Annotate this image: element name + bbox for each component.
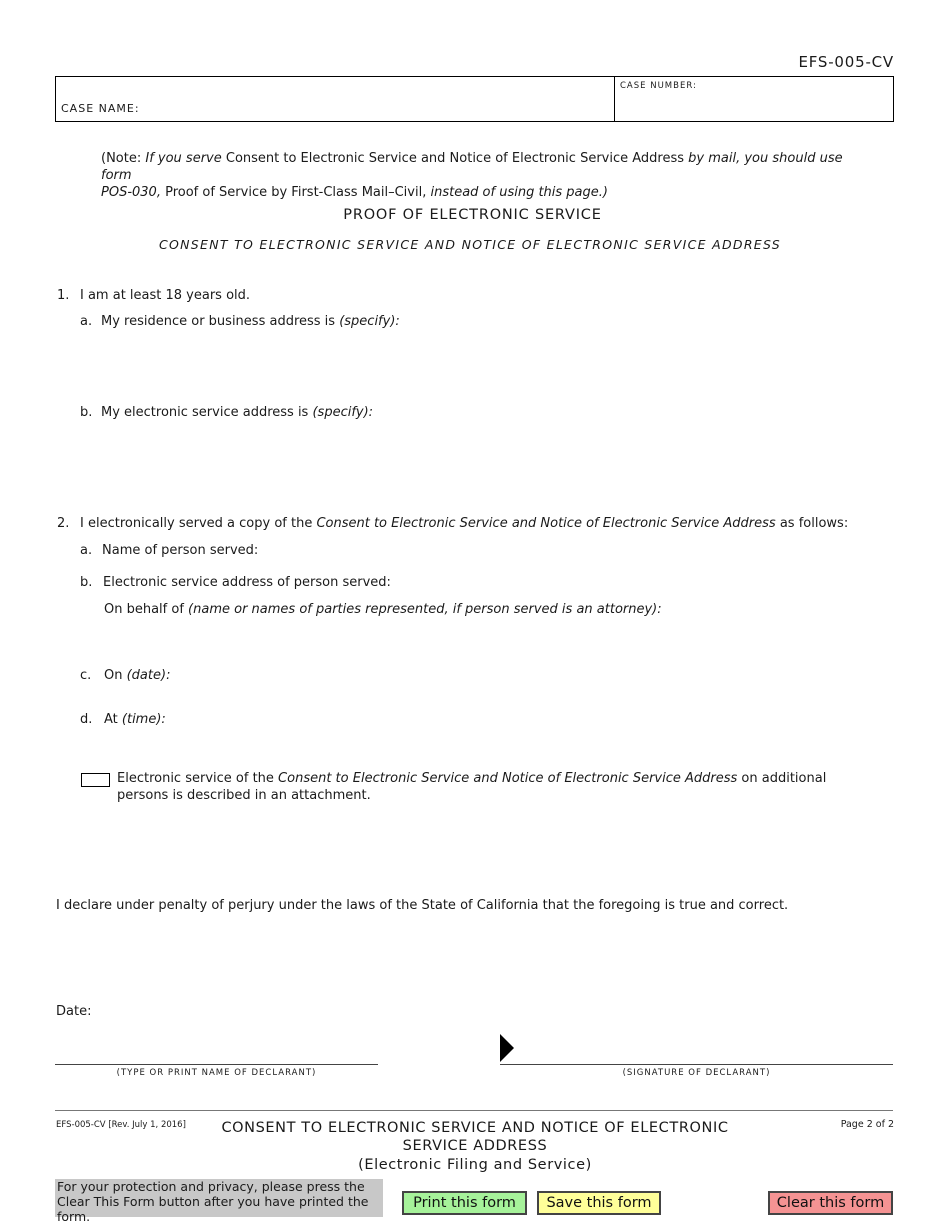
footer-title-line: (Electronic Filing and Service)	[358, 1157, 592, 1173]
label-text: (date):	[126, 668, 171, 683]
item-letter: a.	[80, 543, 93, 558]
note-text: (Note:	[101, 151, 146, 166]
label-text: On	[104, 668, 127, 683]
footer-title-line: SERVICE ADDRESS	[402, 1138, 548, 1154]
label-text: (time):	[121, 712, 166, 727]
signature-arrow-icon	[500, 1034, 514, 1066]
case-header-box	[55, 76, 894, 122]
note-text: POS-030,	[101, 185, 161, 200]
note-text: If you serve	[145, 151, 222, 166]
item-letter: d.	[80, 712, 93, 727]
time-served-label	[104, 711, 166, 728]
label-text: At	[104, 712, 122, 727]
mail-service-note	[101, 150, 861, 201]
item-letter: a.	[80, 314, 93, 329]
served-address-label: Electronic service address of person served:	[103, 575, 391, 590]
signature-caption: (SIGNATURE OF DECLARANT)	[622, 1068, 771, 1078]
privacy-notice: For your protection and privacy, please press the Clear This Form button after you have printed the form.	[55, 1179, 383, 1217]
label-text: as follows:	[775, 516, 849, 531]
save-form-button[interactable]: Save this form	[537, 1191, 661, 1215]
date-label: Date:	[56, 1004, 92, 1019]
print-form-button[interactable]: Print this form	[402, 1191, 527, 1215]
footer-title-line: CONSENT TO ELECTRONIC SERVICE AND NOTICE OF ELECTRONIC	[221, 1120, 729, 1136]
footer-form-revision: EFS-005-CV [Rev. July 1, 2016]	[56, 1120, 186, 1130]
label-text: on additional persons is described in an attachment.	[117, 771, 827, 803]
note-text: by mail, you should use form	[101, 151, 843, 183]
attachment-statement	[117, 770, 877, 804]
item-number: 2.	[57, 516, 70, 531]
form-number: EFS-005-CV	[798, 53, 894, 71]
perjury-declaration: I declare under penalty of perjury under the laws of the State of California that the foregoing is true and correct.	[56, 898, 789, 913]
declarant-name-caption: (TYPE OR PRINT NAME OF DECLARANT)	[116, 1068, 317, 1078]
label-text: Electronic service of the	[117, 771, 279, 786]
attachment-checkbox[interactable]	[81, 773, 110, 787]
page-number: Page 2 of 2	[840, 1119, 894, 1130]
case-name-label: CASE NAME:	[61, 102, 140, 115]
case-box-divider	[614, 77, 615, 121]
residence-address-label	[101, 313, 400, 330]
label-text: I electronically served a copy of the	[80, 516, 317, 531]
footer-title	[195, 1119, 755, 1174]
item2-text	[80, 515, 848, 532]
signature-line	[500, 1064, 893, 1065]
label-text: Consent to Electronic Service and Notice of Electronic Service Address	[278, 771, 738, 786]
label-text: (name or names of parties represented, if person served is an attorney):	[188, 602, 662, 617]
case-number-label: CASE NUMBER:	[620, 81, 697, 91]
label-text: My residence or business address is	[101, 314, 340, 329]
footer-rule	[55, 1110, 893, 1111]
item-number: 1.	[57, 288, 70, 303]
note-text: Consent to Electronic Service and Notice of Electronic Service Address	[221, 151, 689, 166]
person-served-label: Name of person served:	[102, 543, 259, 558]
on-behalf-label	[104, 601, 662, 618]
electronic-address-label	[101, 404, 373, 421]
declarant-name-line	[55, 1064, 378, 1065]
note-text: instead of using this page.)	[430, 185, 608, 200]
item-letter: b.	[80, 575, 93, 590]
item-letter: c.	[80, 668, 92, 683]
label-text: (specify):	[339, 314, 400, 329]
label-text: My electronic service address is	[101, 405, 313, 420]
label-text: Consent to Electronic Service and Notice of Electronic Service Address	[316, 516, 776, 531]
item1-text: I am at least 18 years old.	[80, 288, 251, 303]
label-text: (specify):	[312, 405, 374, 420]
label-text: On behalf of	[104, 602, 189, 617]
note-text: Proof of Service by First-Class Mail–Civil,	[160, 185, 431, 200]
clear-form-button[interactable]: Clear this form	[768, 1191, 893, 1215]
item-letter: b.	[80, 405, 93, 420]
page-title: PROOF OF ELECTRONIC SERVICE	[343, 207, 602, 223]
page-subtitle: CONSENT TO ELECTRONIC SERVICE AND NOTICE OF ELECTRONIC SERVICE ADDRESS	[158, 237, 782, 252]
date-served-label	[104, 667, 170, 684]
